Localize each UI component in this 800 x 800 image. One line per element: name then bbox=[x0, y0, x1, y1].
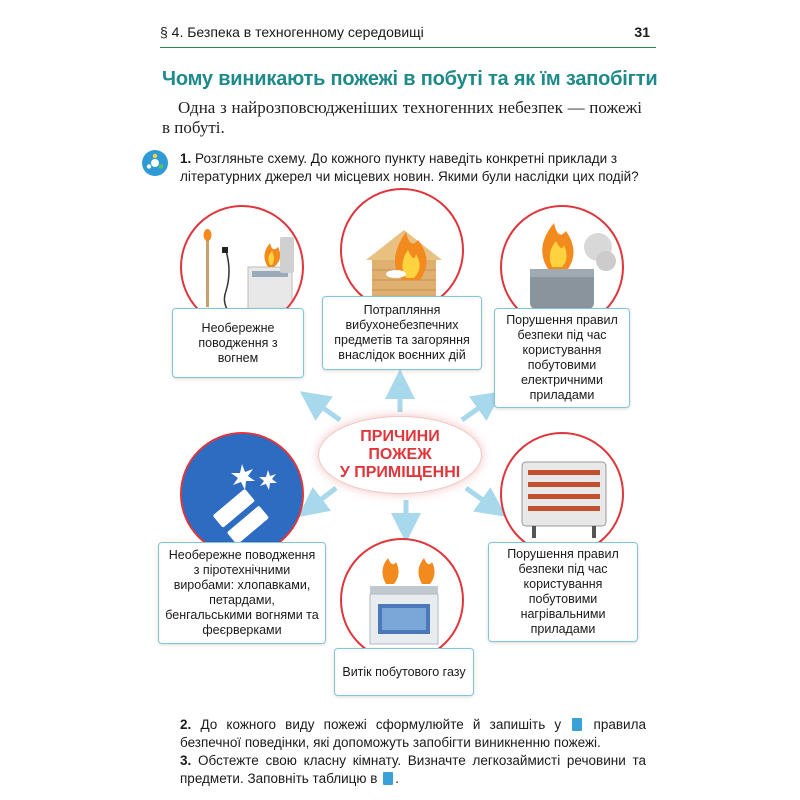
cause-explosive-objects bbox=[322, 296, 482, 370]
task-3-text-b: . bbox=[395, 771, 399, 786]
center-title bbox=[340, 428, 460, 482]
task-3-text-a: Обстежте свою класну кімнату. Визначте легкозаймисті речовини та предмети. Заповніть таблицю в bbox=[180, 753, 646, 786]
task-1-text: Розгляньте схему. До кожного пункту наведіть конкретні приклади з літературних джерел чи місцевих новин. Якими були наслідки цих подій? bbox=[180, 151, 639, 184]
notebook-icon bbox=[572, 718, 582, 731]
page-heading: Чому виникають пожежі в побуті та як їм запобігти bbox=[162, 68, 658, 90]
page-number: 31 bbox=[634, 24, 650, 40]
image-burning-house bbox=[340, 188, 464, 312]
cause-electric-appliances-text: Порушення правил безпеки під час користування побутовими електричними приладами bbox=[506, 313, 618, 402]
task-2 bbox=[180, 716, 646, 752]
center-title-oval bbox=[318, 416, 482, 494]
cause-heating-appliances-text: Порушення правил безпеки під час користування побутовими нагрівальними приладами bbox=[507, 547, 619, 636]
notebook-icon bbox=[383, 772, 393, 785]
cause-electric-appliances bbox=[494, 308, 630, 408]
task-1 bbox=[180, 150, 646, 186]
task-2-text-b: правила безпечної поведінки, які допоможуть запобігти виникненню пожежі. bbox=[180, 717, 646, 750]
cause-explosive-objects-text: Потрапляння вибухонебезпечних предметів та загоряння внаслідок воєнних дій bbox=[334, 303, 470, 362]
task-2-number: 2. bbox=[180, 717, 192, 732]
center-line-1: ПРИЧИНИ bbox=[360, 428, 440, 445]
cause-careless-fire-text: Необережне поводження з вогнем bbox=[198, 320, 278, 365]
page-header bbox=[160, 22, 656, 48]
image-gas-stove bbox=[340, 538, 464, 662]
section-title: § 4. Безпека в техногенному середовищі bbox=[160, 24, 424, 40]
center-line-2: ПОЖЕЖ bbox=[368, 446, 432, 463]
task-3-number: 3. bbox=[180, 753, 192, 768]
image-heater bbox=[500, 432, 624, 556]
cause-careless-fire bbox=[172, 308, 304, 378]
task-icon bbox=[142, 150, 168, 176]
center-line-3: У ПРИМІЩЕННІ bbox=[339, 464, 461, 481]
cause-gas-leak bbox=[334, 648, 474, 696]
cause-heating-appliances bbox=[488, 542, 638, 642]
task-2-text-a: До кожного виду пожежі сформулюйте й запишіть у bbox=[200, 717, 562, 732]
intro-paragraph: Одна з найрозповсюдженіших техногенних небезпек — пожежі в побуті. bbox=[162, 98, 642, 137]
cause-pyrotechnics-text: Необережне поводження з піротехнічними виробами: хлопавками, петардами, бенгальськими вогнями та феєрверками bbox=[165, 548, 319, 637]
cause-gas-leak-text: Витік побутового газу bbox=[342, 664, 466, 679]
task-1-number: 1. bbox=[180, 151, 192, 166]
task-3 bbox=[180, 752, 646, 788]
image-firecrackers bbox=[180, 432, 304, 556]
cause-pyrotechnics bbox=[158, 542, 326, 644]
